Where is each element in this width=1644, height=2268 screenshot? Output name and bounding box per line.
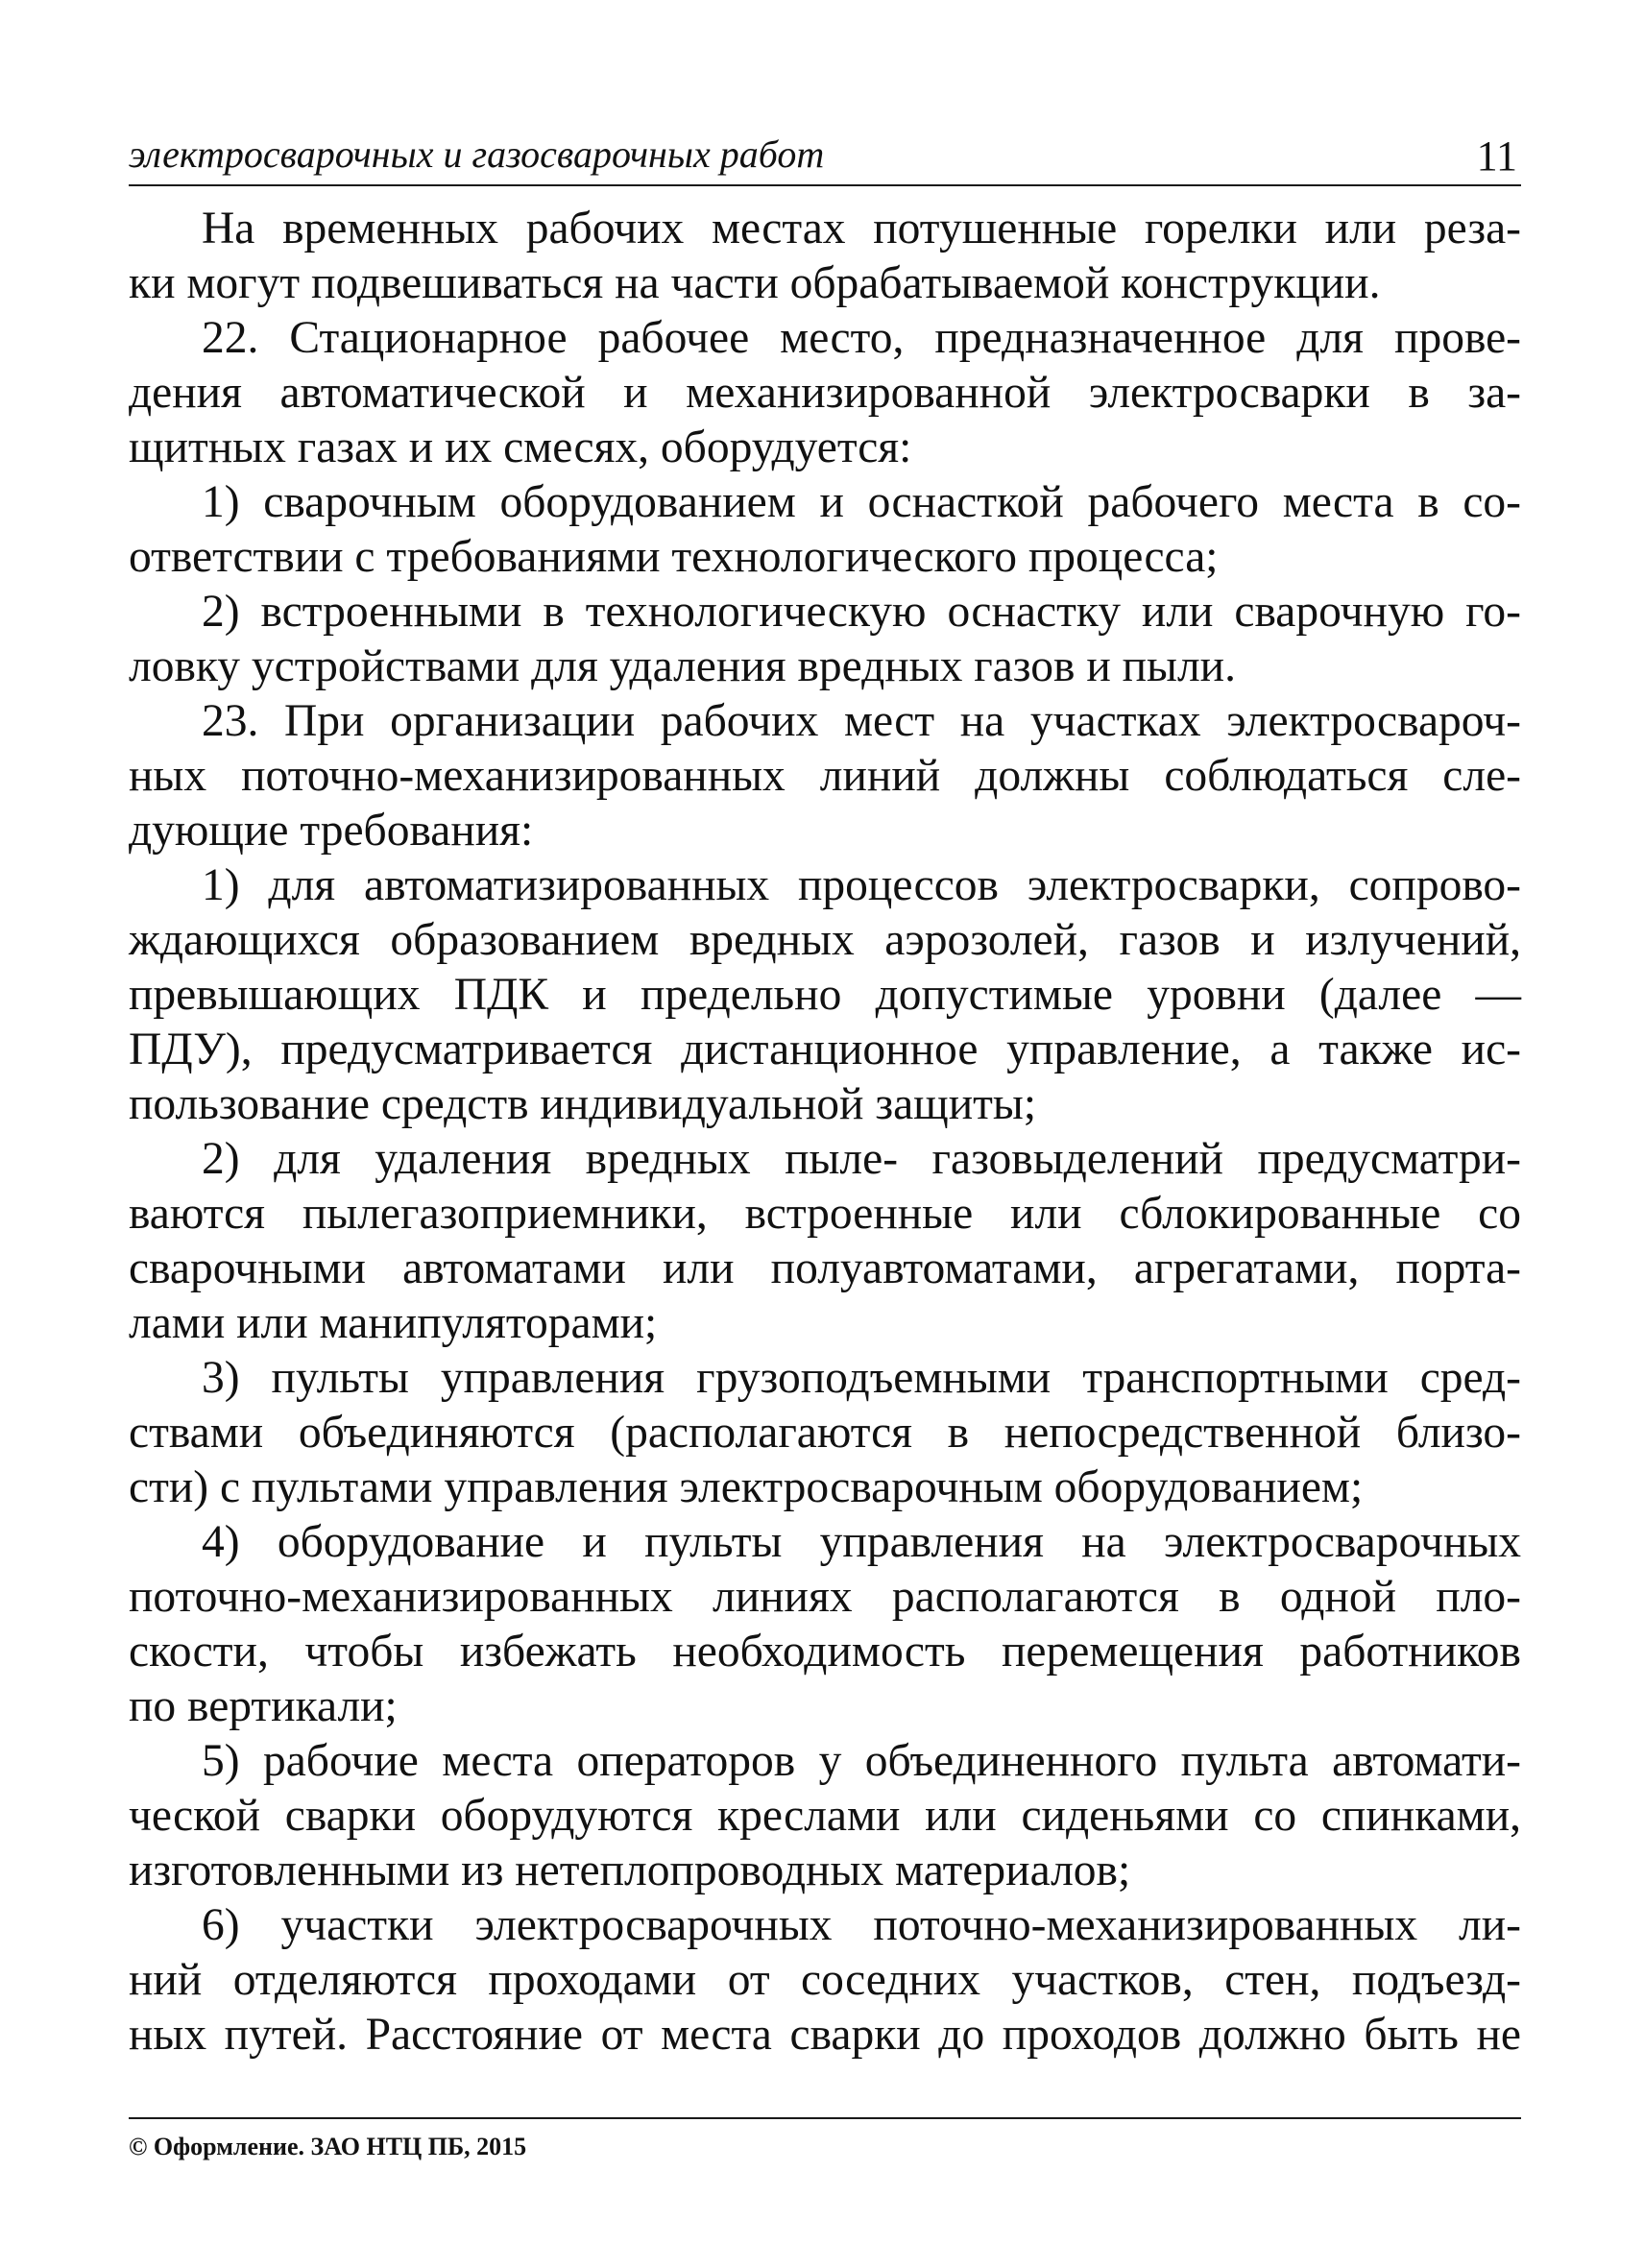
body-text — [129, 202, 1521, 2063]
text-line: 3) пульты управления грузоподъемными транспортными сред- — [202, 1353, 1521, 1403]
text-line: сварочными автоматами или полуавтоматами, агрегатами, порта- — [129, 1243, 1521, 1293]
text-line: пользование средств индивидуальной защиты; — [129, 1079, 1037, 1129]
text-line: 2) для удаления вредных пыле- газовыделений предусматри- — [202, 1134, 1521, 1184]
text-line: дующие требования: — [129, 806, 534, 856]
text-line: 2) встроенными в технологическую оснастку или сварочную го- — [202, 587, 1521, 637]
text-line: ний отделяются проходами от соседних участков, стен, подъезд- — [129, 1955, 1521, 2005]
text-line: ПДУ), предусматривается дистанционное управление, а также ис- — [129, 1025, 1521, 1074]
footer-copyright: © Оформление. ЗАО НТЦ ПБ, 2015 — [129, 2133, 527, 2160]
page-number: 11 — [1476, 133, 1517, 180]
text-line: ческой сварки оборудуются креслами или сиденьями со спинками, — [129, 1791, 1521, 1841]
text-line: поточно-механизированных линиях располагаются в одной пло- — [129, 1572, 1521, 1622]
header-title: электросварочных и газосварочных работ — [129, 133, 825, 176]
text-line: скости, чтобы избежать необходимость перемещения работников — [129, 1627, 1521, 1677]
text-line: На временных рабочих местах потушенные горелки или реза- — [202, 204, 1521, 253]
text-line: ных поточно-механизированных линий должны соблюдаться сле- — [129, 751, 1521, 801]
text-line: ки могут подвешиваться на части обрабатываемой конструкции. — [129, 258, 1381, 308]
text-line: 5) рабочие места операторов у объединенного пульта автомати- — [202, 1736, 1521, 1786]
text-line: 6) участки электросварочных поточно-механизированных ли- — [202, 1900, 1521, 1950]
running-header — [129, 125, 1521, 186]
text-line: по вертикали; — [129, 1681, 398, 1731]
text-line: дения автоматической и механизированной электросварки в за- — [129, 368, 1521, 418]
text-line: ловку устройствами для удаления вредных газов и пыли. — [129, 641, 1236, 691]
document-page — [129, 125, 1521, 2180]
text-line: ответствии с требованиями технологического процесса; — [129, 532, 1219, 582]
text-line: 4) оборудование и пульты управления на электросварочных — [202, 1517, 1521, 1567]
text-line: 23. При организации рабочих мест на участках электросвароч- — [202, 696, 1521, 746]
text-line: ждающихся образованием вредных аэрозолей, газов и излучений, — [129, 915, 1521, 965]
text-line: изготовленными из нетеплопроводных материалов; — [129, 1846, 1131, 1895]
text-line: превышающих ПДК и предельно допустимые уровни (далее — — [129, 970, 1521, 1020]
text-line: ваются пылегазоприемники, встроенные или сблокированные со — [129, 1189, 1521, 1239]
text-line: сти) с пультами управления электросварочным оборудованием; — [129, 1462, 1364, 1512]
text-line: 22. Стационарное рабочее место, предназначенное для прове- — [202, 313, 1521, 363]
text-line: ных путей. Расстояние от места сварки до проходов должно быть не — [129, 2010, 1521, 2060]
text-line: ствами объединяются (располагаются в непосредственной близо- — [129, 1408, 1521, 1458]
text-line: щитных газах и их смесях, оборудуется: — [129, 422, 912, 472]
footer-divider — [129, 2117, 1521, 2119]
text-line: лами или манипуляторами; — [129, 1298, 658, 1348]
text-line: 1) для автоматизированных процессов электросварки, сопрово- — [202, 860, 1521, 910]
text-line: 1) сварочным оборудованием и оснасткой рабочего места в со- — [202, 477, 1521, 527]
